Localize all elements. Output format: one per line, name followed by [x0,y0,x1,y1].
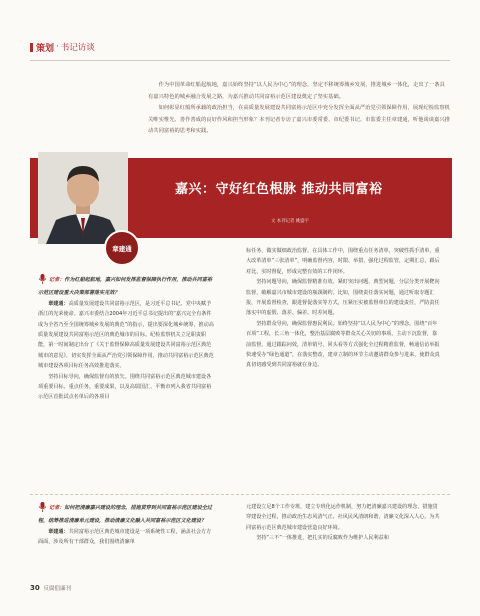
question-2-label: 记者： [49,505,65,511]
answer-2-label: 章建通： [48,528,69,535]
intro-paragraph-1: 作为中国革命红船起航地，嘉兴始终坚持“以人民为中心”的理念，坚定不移统筹城乡发展，推进城乡一体化，走出了一条具有嘉兴特色的城乡融合发展之路，为嘉兴推动共同富裕示范区建设奠定了坚实基础。 [148,82,445,100]
section-dot: · [56,42,59,52]
article-byline: 文 本刊记者 姚盛宇 [271,219,309,224]
page-number: 30 [30,584,40,592]
answer-1 [38,299,214,372]
section-divider [30,494,450,495]
right-paragraph-3: 坚持群众导向，确保监督惠民利民。始终坚持“以人民为中心”的理念，围绕“百年百项”工程，长三角一体化，整治基层腐败等群众关心关切的事项，主动下沉监督，靠前监督，通过跟踪问效，清单销号，回头看等方式强化全过程精准监督，畅通信访举报快速受办“绿色通道”，在落实整改，建章立制的环节主动邀请群众参与进来，使群众真真切切感受到共同富裕就在身边。 [246,320,440,369]
question-2-text: 如何把清廉嘉兴建设的理念，措施贯穿到共同富裕示范区建设全过程，统筹推进清廉单元建设，推动清廉文化融入共同富裕示范区文化建设？ [38,505,213,525]
right-column-upper [246,246,442,371]
section-header [30,40,95,54]
left-column-lower [38,502,214,548]
left-column-upper [38,274,214,403]
question-1 [38,274,214,299]
magazine-name: 反腐倡廉刊 [43,586,72,592]
question-1-label: 记者： [49,277,65,283]
right-paragraph-2: 坚持问题导向，确保监督精准有效。紧盯突出问题，典型问题，分层分类开展靶向监督，破解嘉兴市城市建设的瓶颈制约。比如，围绕责任落实问题，通过听取专题汇报，开展监督检查，跟进督促落实等方式，压紧压实被监督单位的建设责任，严防责任落实中的虚假、落差、偏差、时差问题。 [246,279,440,317]
right-paragraph-4: 元建设立足8个工作专班，建立专班化运作机制，努力把清廉嘉兴建设的理念，措施贯穿建设全过程，推动政治生态风清气正、社风民风清朗和谐，清廉文化深入人心，为共同富裕示范区典范城市建设营造良好环境。 [246,504,440,531]
right-column-lower [246,502,442,544]
microphone-icon [38,274,47,288]
intro-paragraph-2: 如何彰显红船所承载的政治担当，在高质量发展建设共同富裕示范区中充分发挥全面从严治党引领保障作用，展现纪检监察机关唯实惟先、善作善成的良好作风和担当形象？本刊记者专访了嘉兴市委常委、市纪委书记、市监委主任章建通，听他谈谈嘉兴推动共同富裕的思考和实践。 [148,105,450,134]
portrait-image [38,152,128,244]
answer-2-text: 共同富裕示范区典范城市建设是一项系统性工程，涵盖社会方方面面，涉及所有干部群众，我们围绕清廉单 [38,528,212,546]
interviewee-name-badge: 章建通 [104,230,140,266]
answer-1-text: 高质量发展建设共同富裕示范区，是习近平总书记、党中央赋予浙江的光荣使命。嘉兴市委结合2004年习近平总书记提出的“嘉兴完全有条件成为全省乃至全国统筹城乡发展的典范”的指示，提出要深化城乡统筹，推动高质量发展建设共同富裕示范区的典范城市的目标。纪检监察机关立足职责职能，第一时间制定出台了《关于监督保障高质量发展建设共同富裕示范区典范城市的意见》，切实发挥全面从严治党引领保障作用，推动共同富裕示范区典范城市建设各项目标任务高效推进落实。 [38,300,214,370]
right-paragraph-1: 标任务，做实做细政治监督。在具体工作中，围绕重点任务清单，突破性抓手清单，重大改革清单“三张清单”，明确监督内容，时限、举措，强化过程监管，定期汇总，跟后对比，实时督促，形成完整有效的工作闭环。 [246,248,440,275]
portrait-photo [38,152,128,244]
intro-text [148,80,450,138]
answer-2 [38,527,214,548]
right-paragraph-5: 坚持“三不”一体推进，把扎实的反腐败作为维护人民利益和 [256,535,389,542]
section-marker [30,43,33,52]
answer-1-continued: 坚持目标导向，确保监督有的放矢。围绕共同富裕示范区典范城市建设各项重要目标、重点任务、重要成果，以及高瑞国汇、平衡市列入我省共同富裕示范区首批试点名单后的各项目 [38,373,212,401]
header-rule [30,60,450,61]
question-2 [38,502,214,527]
article-headline: 嘉兴：守好红色根脉 推动共同富裕 [175,182,383,197]
page-footer [30,584,71,592]
section-title: 策划 [36,43,55,54]
answer-1-label: 章建通： [48,300,69,307]
question-1-text: 作为红船起航地，嘉兴如何发挥监督保障执行作用，推动共同富裕示范区建设重大决策部署落实见效？ [38,277,213,297]
section-subtitle: 书记访谈 [60,43,95,53]
microphone-icon [38,502,47,516]
